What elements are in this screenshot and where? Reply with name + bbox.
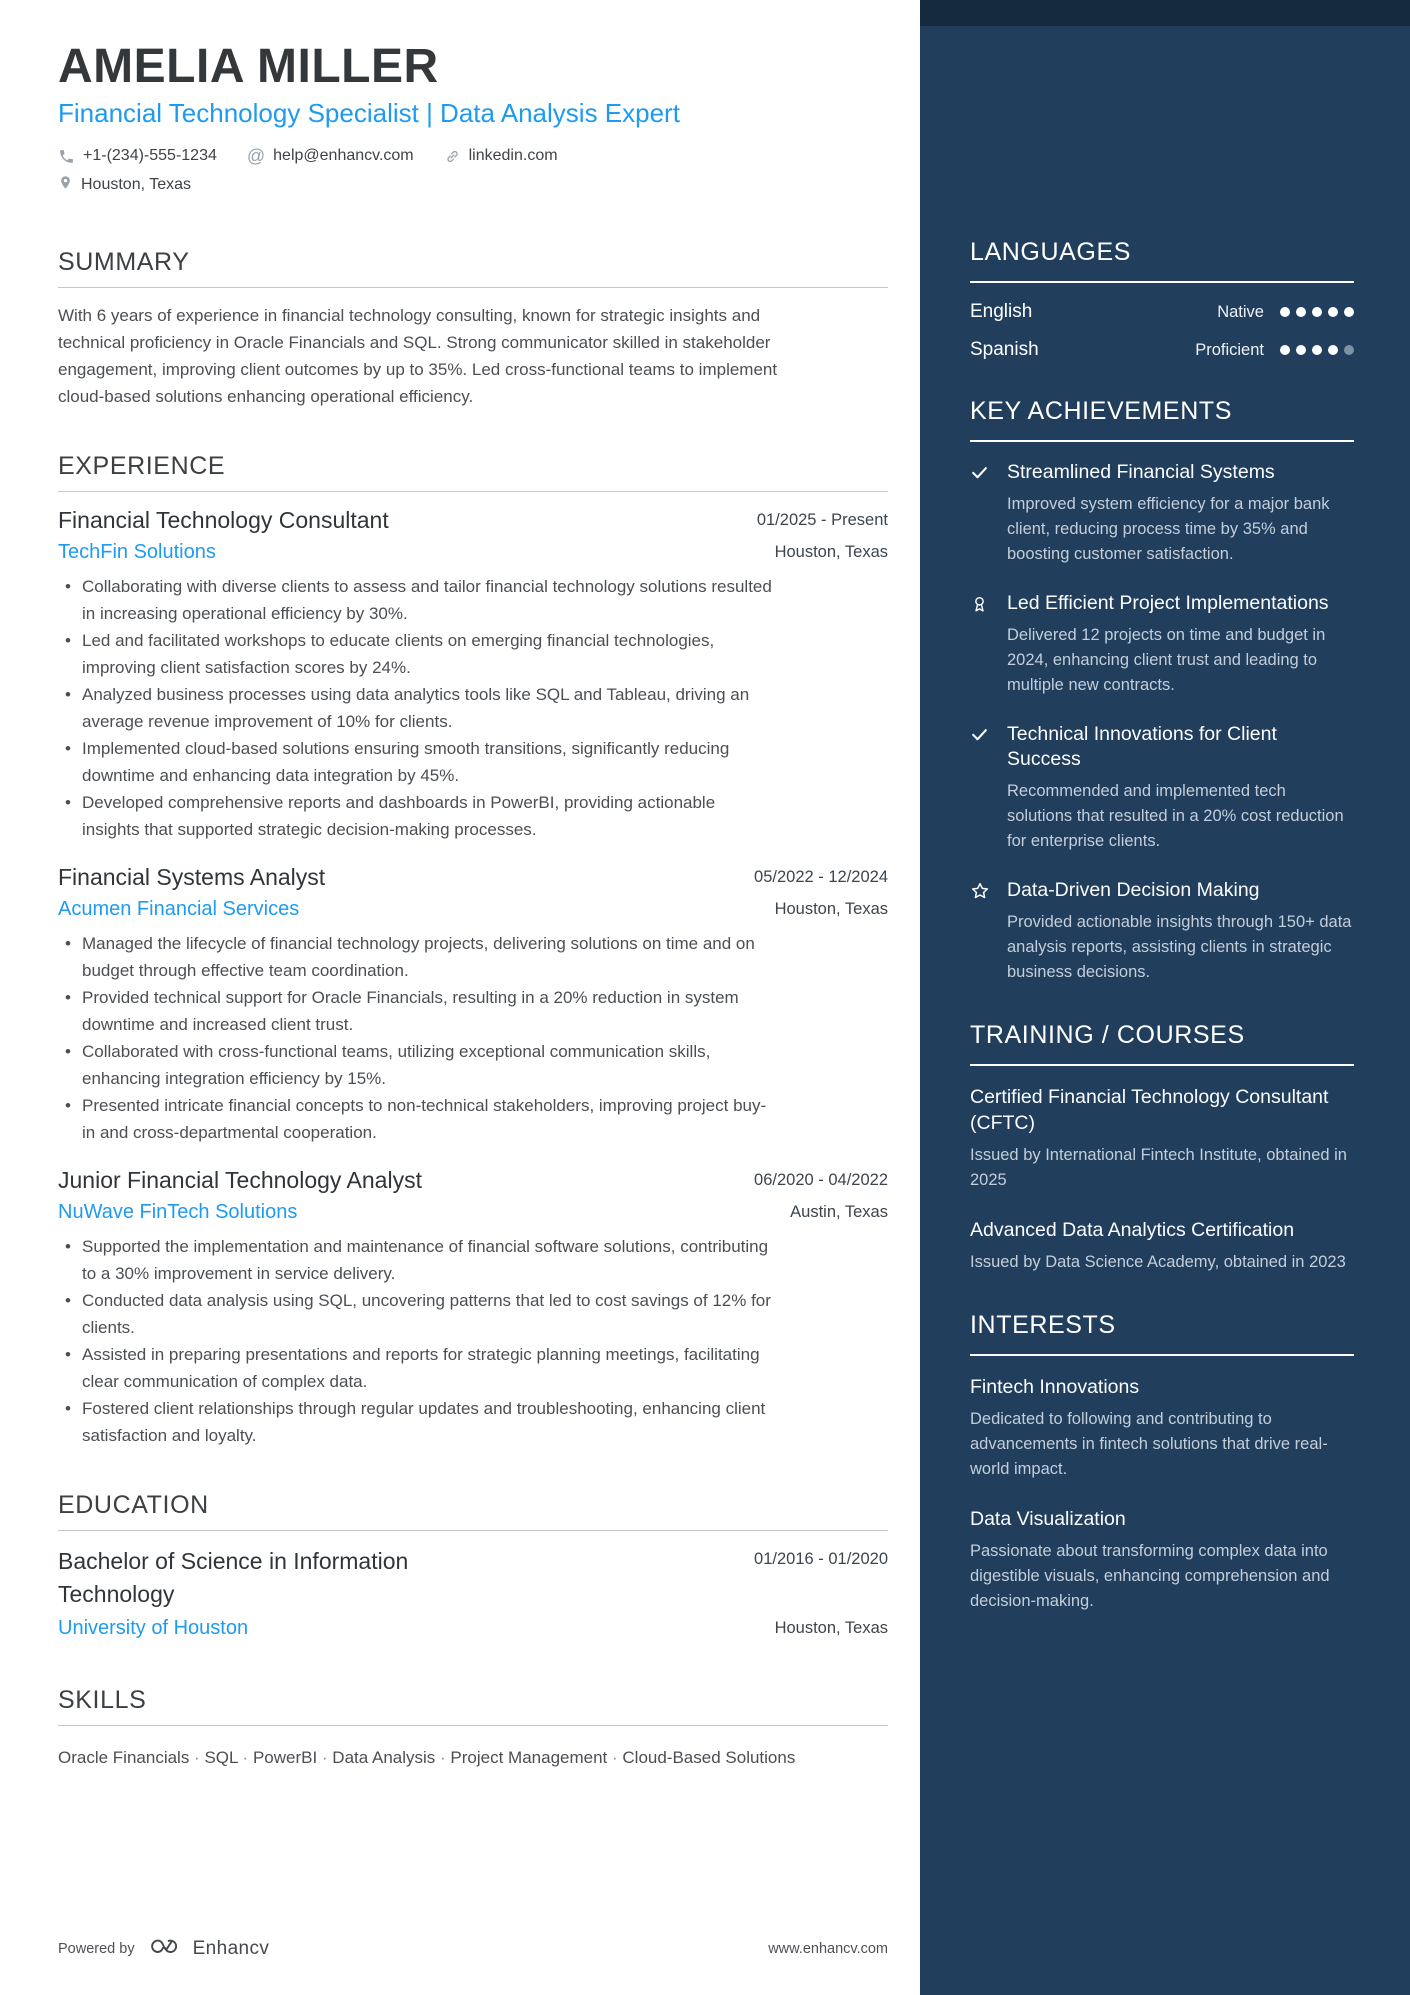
divider xyxy=(58,1725,888,1726)
course-description: Issued by Data Science Academy, obtained in 2023 xyxy=(970,1253,1346,1271)
achievement-description: Delivered 12 projects on time and budget in 2024, enhancing client trust and leading to multiple new contracts. xyxy=(1007,626,1326,694)
link-icon xyxy=(444,148,461,165)
enhancv-logo-icon xyxy=(149,1935,179,1963)
job-dates: 01/2025 - Present xyxy=(756,511,888,530)
skills-section xyxy=(58,1686,888,1775)
rating-dot xyxy=(1312,345,1322,355)
interest-description: Dedicated to following and contributing to advancements in fintech solutions that drive real-world impact. xyxy=(970,1410,1328,1478)
linkedin-link[interactable]: linkedin.com xyxy=(468,147,558,165)
bullet-item: • Supported the implementation and maintenance of financial software solutions, contributing to a 30% improvement in service delivery. xyxy=(58,1233,772,1287)
brand-name: Enhancv xyxy=(192,1938,270,1959)
phone-icon xyxy=(58,148,75,165)
training-section xyxy=(970,1021,1354,1275)
bullet-item: • Managed the lifecycle of financial technology projects, delivering solutions on time and on budget through effective team coordination. xyxy=(58,930,772,984)
achievement-item xyxy=(970,460,1354,567)
job-bullets xyxy=(58,930,888,1146)
skill-item: Oracle Financials · xyxy=(58,1748,204,1767)
achievements-section xyxy=(970,397,1354,985)
summary-heading: SUMMARY xyxy=(58,248,190,277)
language-rating-dots xyxy=(1280,307,1354,317)
bullet-item: • Provided technical support for Oracle Financials, resulting in a 20% reduction in system downtime and increased client trust. xyxy=(58,984,772,1038)
achievement-item xyxy=(970,722,1354,854)
location-text: Houston, Texas xyxy=(81,176,191,194)
location-pin-icon xyxy=(58,174,73,196)
course-title: Certified Financial Technology Consultant (CFTC) xyxy=(970,1086,1329,1134)
bullet-item: • Developed comprehensive reports and dashboards in PowerBI, providing actionable insights that supported strategic decision-making processes. xyxy=(58,789,772,843)
achievement-title: Streamlined Financial Systems xyxy=(1007,461,1275,483)
divider xyxy=(970,1064,1354,1066)
divider xyxy=(58,1530,888,1531)
footer xyxy=(58,1935,888,1963)
language-name: Spanish xyxy=(970,339,1039,360)
bullet-item: • Conducted data analysis using SQL, uncovering patterns that led to cost savings of 12% for clients. xyxy=(58,1287,772,1341)
education-section xyxy=(58,1491,888,1641)
divider xyxy=(58,491,888,492)
interest-item xyxy=(970,1374,1354,1482)
achievement-item xyxy=(970,878,1354,985)
skills-list xyxy=(58,1740,838,1775)
achievement-description: Recommended and implemented tech solutions that resulted in a 20% cost reduction for enterprise clients. xyxy=(1007,782,1344,850)
education-dates: 01/2016 - 01/2020 xyxy=(754,1549,888,1568)
summary-text: With 6 years of experience in financial technology consulting, known for strategic insights and technical proficiency in Oracle Financials and SQL. Strong communicator skilled in stakeholder engagement, improving client outcomes by up to 35%. Led cross-functional teams to implement cloud-based solutions enhancing operational efficiency. xyxy=(58,306,778,407)
divider xyxy=(970,1354,1354,1356)
interest-item xyxy=(970,1506,1354,1614)
language-level: Proficient xyxy=(1195,340,1264,359)
job-entry xyxy=(58,506,888,843)
job-bullets xyxy=(58,1233,888,1449)
achievement-description: Improved system efficiency for a major bank client, reducing process time by 35% and boosting customer satisfaction. xyxy=(1007,495,1330,563)
rating-dot xyxy=(1280,307,1290,317)
language-level: Native xyxy=(1217,302,1264,321)
summary-section xyxy=(58,248,888,410)
achievement-title: Technical Innovations for Client Success xyxy=(1007,723,1277,770)
achievement-title: Data-Driven Decision Making xyxy=(1007,879,1260,901)
training-heading: TRAINING / COURSES xyxy=(970,1021,1245,1049)
bullet-item: • Led and facilitated workshops to educate clients on emerging financial technologies, improving client satisfaction scores by 24%. xyxy=(58,627,772,681)
sidebar-top-strip xyxy=(920,0,1410,26)
job-title: Junior Financial Technology Analyst xyxy=(58,1166,422,1193)
link-item xyxy=(444,147,558,165)
rating-dot xyxy=(1312,307,1322,317)
job-bullets xyxy=(58,573,888,843)
bullet-item: • Assisted in preparing presentations and reports for strategic planning meetings, facilitating clear communication of complex data. xyxy=(58,1341,772,1395)
interest-title: Data Visualization xyxy=(970,1508,1126,1530)
language-name: English xyxy=(970,301,1033,322)
skills-heading: SKILLS xyxy=(58,1686,147,1715)
degree-title: Bachelor of Science in Information Technology xyxy=(58,1547,409,1607)
candidate-name: AMELIA MILLER xyxy=(58,40,439,93)
interest-title: Fintech Innovations xyxy=(970,1376,1140,1398)
skill-item: Cloud-Based Solutions xyxy=(622,1748,796,1768)
bullet-item: • Implemented cloud-based solutions ensuring smooth transitions, significantly reducing downtime and enhancing data integration by 45%. xyxy=(58,735,772,789)
languages-section xyxy=(970,238,1354,361)
education-location: Houston, Texas xyxy=(774,1619,888,1638)
skill-item: Data Analysis · xyxy=(332,1748,450,1767)
achievements-heading: KEY ACHIEVEMENTS xyxy=(970,397,1232,425)
job-entry xyxy=(58,1166,888,1449)
sidebar xyxy=(920,0,1410,1995)
achievement-item xyxy=(970,591,1354,698)
education-heading: EDUCATION xyxy=(58,1490,209,1519)
email-address[interactable]: help@enhancv.com xyxy=(273,147,414,165)
interests-section xyxy=(970,1311,1354,1614)
skill-item: Project Management · xyxy=(450,1748,622,1767)
bullet-item: • Collaborated with cross-functional teams, utilizing exceptional communication skills, enhancing integration efficiency by 15%. xyxy=(58,1038,772,1092)
course-description: Issued by International Fintech Institute, obtained in 2025 xyxy=(970,1146,1347,1189)
phone-number[interactable]: +1-(234)-555-1234 xyxy=(83,147,217,165)
course-item xyxy=(970,1217,1354,1275)
star-icon xyxy=(970,878,1007,985)
school-name: University of Houston xyxy=(58,1617,249,1640)
rating-dot xyxy=(1344,307,1354,317)
divider xyxy=(58,287,888,288)
course-item xyxy=(970,1084,1354,1193)
achievement-title: Led Efficient Project Implementations xyxy=(1007,592,1329,614)
experience-section xyxy=(58,452,888,1448)
bullet-item: • Analyzed business processes using data analytics tools like SQL and Tableau, driving an average revenue improvement of 10% for clients. xyxy=(58,681,772,735)
email-icon: @ xyxy=(246,146,266,167)
rating-dot xyxy=(1296,307,1306,317)
phone-item xyxy=(58,147,217,165)
job-dates: 05/2022 - 12/2024 xyxy=(754,868,888,887)
job-location: Austin, Texas xyxy=(790,1202,888,1221)
bullet-item: • Collaborating with diverse clients to assess and tailor financial technology solutions resulted in increasing operational efficiency by 30%. xyxy=(58,573,772,627)
skill-item: PowerBI · xyxy=(253,1748,332,1767)
achievement-description: Provided actionable insights through 150+ data analysis reports, assisting clients in strategic business decisions. xyxy=(1007,913,1352,981)
rating-dot xyxy=(1296,345,1306,355)
check-icon xyxy=(970,722,1007,854)
bullet-item: • Presented intricate financial concepts to non-technical stakeholders, improving project buy-in and cross-departmental cooperation. xyxy=(58,1092,772,1146)
rating-dot xyxy=(1328,307,1338,317)
course-title: Advanced Data Analytics Certification xyxy=(970,1219,1295,1241)
bullet-item: • Fostered client relationships through regular updates and troubleshooting, enhancing client satisfaction and loyalty. xyxy=(58,1395,772,1449)
job-dates: 06/2020 - 04/2022 xyxy=(754,1170,888,1189)
skill-item: SQL · xyxy=(204,1748,253,1767)
check-icon xyxy=(970,460,1007,567)
company-name: Acumen Financial Services xyxy=(58,897,300,920)
medal-icon xyxy=(970,591,1007,698)
interest-description: Passionate about transforming complex data into digestible visuals, enhancing comprehension and decision-making. xyxy=(970,1542,1330,1610)
contact-row xyxy=(58,147,888,165)
powered-by-label: Powered by xyxy=(58,1941,135,1957)
job-location: Houston, Texas xyxy=(774,543,888,562)
language-row xyxy=(970,301,1354,323)
rating-dot xyxy=(1328,345,1338,355)
company-name: TechFin Solutions xyxy=(58,541,216,564)
divider xyxy=(970,281,1354,283)
rating-dot xyxy=(1280,345,1290,355)
company-name: NuWave FinTech Solutions xyxy=(58,1200,298,1223)
job-entry xyxy=(58,863,888,1146)
language-row xyxy=(970,339,1354,361)
divider xyxy=(970,440,1354,442)
location-row xyxy=(58,174,888,196)
email-item xyxy=(247,147,414,165)
candidate-title: Financial Technology Specialist | Data Analysis Expert xyxy=(58,98,680,129)
job-title: Financial Systems Analyst xyxy=(58,864,326,891)
footer-website[interactable]: www.enhancv.com xyxy=(768,1941,888,1957)
language-rating-dots xyxy=(1280,345,1354,355)
experience-heading: EXPERIENCE xyxy=(58,452,226,481)
interests-heading: INTERESTS xyxy=(970,1311,1116,1339)
job-location: Houston, Texas xyxy=(774,899,888,918)
job-title: Financial Technology Consultant xyxy=(58,507,389,534)
languages-heading: LANGUAGES xyxy=(970,238,1132,266)
rating-dot xyxy=(1344,345,1354,355)
